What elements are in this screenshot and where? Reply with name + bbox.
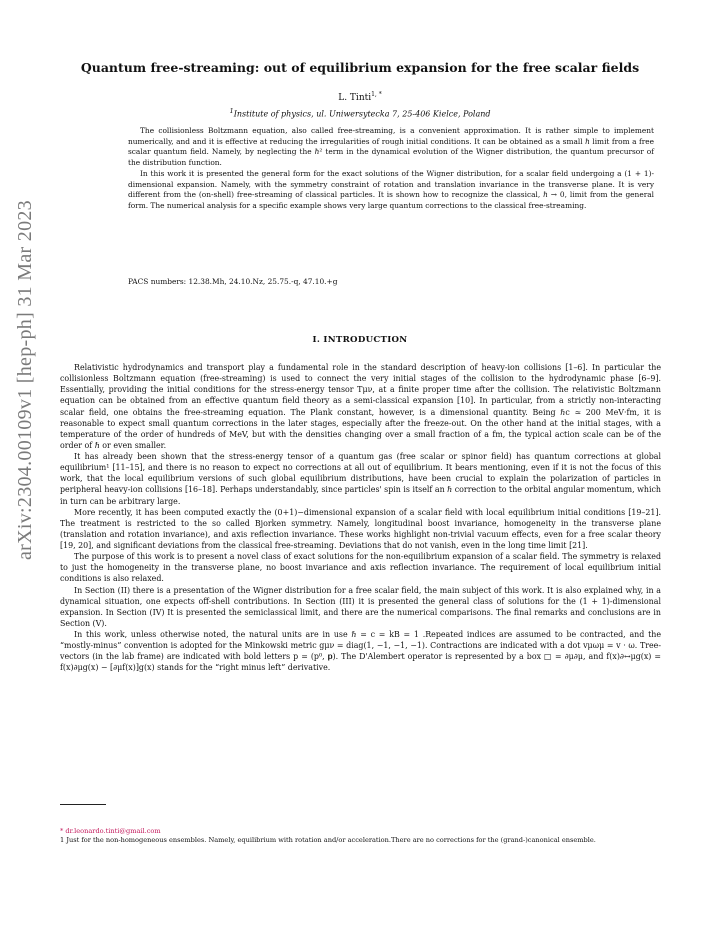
body-paragraph: In Section (II) there is a presentation of the Wigner distribution for a free scalar field, the main subject of this work. It is also explained why, in a dynamical situation, one expects off-shell contributions. In Section (III) it is presented the general class of solutions for the (1 + 1)-dimensional expansion. In Section (IV) It is presented the semiclassical limit, and there are the numerical comparisons. The final remarks and conclusions are in Section (V). <box>60 585 661 628</box>
author-marks: 1, * <box>371 91 382 98</box>
affiliation-mark: 1 <box>229 107 234 115</box>
author-name: L. Tinti <box>338 93 372 103</box>
body-paragraph: Relativistic hydrodynamics and transport play a fundamental role in the standard description of heavy-ion collisions [1–6]. In particular the collisionless Boltzmann equation (free-streaming) is used to connect the very initial stages of the collision to the hydrodynamic phase [6–9]. Essentially, providing the initial conditions for the stress-energy tensor Tμν, at a finite proper time after the collision. The relativistic Boltzmann equation can be obtained from an effective quantum field theory as a semi-classical expansion [10]. In particular, from a strictly non-interacting scalar field, one obtains the free-streaming equation. The Plank constant, however, is a dimensional quantity. Being ℏc ≃ 200 MeV·fm, it is reasonable to expect small quantum corrections in the later stages, especially after the freeze-out. On the other hand at the initial stages, with a temperature of the order of hundreds of MeV, but with the densities changing over a small fraction of a fm, the typical action scale can be of the order of ℏ or even smaller. <box>60 363 661 450</box>
abstract-paragraph: The collisionless Boltzmann equation, also called free-streaming, is a convenient approximation. It is rather simple to implement numerically, and and it is effective at reducing the irregularities of rough initial conditions. It can be obtained as a small ℏ limit from a free scalar quantum field. Namely, by neglecting the ℏ² term in the dynamical evolution of the Wigner distribution, the quantum precursor of the distribution function. <box>128 126 654 168</box>
footnotes <box>60 827 661 845</box>
body-paragraph: More recently, it has been computed exactly the (0+1)−dimensional expansion of a scalar field with local equilibrium initial conditions [19–21]. The treatment is restricted to the so called Bjorken symmetry. Namely, longitudinal boost invariance, homogeneity in the transverse plane (translation and rotation invariance), and axis reflection invariance. These works highlight non-trivial vacuum effects, even for a free scalar theory [19, 20], and significant deviations from the classical free-streaming. Deviations that do not vanish, even in the long time limit [21]. <box>60 507 661 550</box>
arxiv-id: arXiv:2304.00109v1 [hep-ph] 31 Mar 2023 <box>14 200 36 560</box>
introduction-body <box>60 362 661 674</box>
footnote-email <box>60 827 661 836</box>
footnote-text: Just for the non-homogeneous ensembles. Namely, equilibrium with rotation and/or acceleration.There are no corrections for the (grand-)canonical ensemble. <box>66 835 596 844</box>
footnote-mark: * <box>60 827 64 835</box>
body-paragraph: It has already been shown that the stress-energy tensor of a quantum gas (free scalar or spinor field) has quantum corrections at global equilibrium¹ [11–15], and there is no reason to expect no corrections at all out of equilibrium. It bears mentioning, even if it is not the focus of this work, that the local equilibrium versions of such global equilibrium distributions, have been crucial to explain the polarization of particles in peripheral heavy-ion collisions [16–18]. Perhaps understandably, since particles' spin is itself an ℏ correction to the orbital angular momentum, which in turn can be arbitrary large. <box>60 452 661 506</box>
affiliation: Institute of physics, ul. Uniwersytecka 7, 25-406 Kielce, Poland <box>233 109 491 119</box>
section-heading: I. INTRODUCTION <box>312 335 408 345</box>
body-paragraph: In this work, unless otherwise noted, the natural units are in use ℏ = c = kB = 1 .Repeated indices are assumed to be contracted, and the “mostly-minus” convention is adopted for the Minkowski metric gμν = diag(1, −1, −1, −1). Contractions are indicated with a dot vμωμ = v · ω. Tree-vectors (in the lab frame) are indicated with bold letters p = (p⁰, 𝐩). The D'Alembert operator is represented by a box □ = ∂μ∂μ, and f(x)∂↔μg(x) = f(x)∂μg(x) − [∂μf(x)]g(x) stands for the “right minus left” derivative. <box>60 630 661 673</box>
pacs-numbers: PACS numbers: 12.38.Mh, 24.10.Nz, 25.75.-q, 47.10.+g <box>128 277 338 286</box>
abstract <box>128 126 654 212</box>
abstract-paragraph: In this work it is presented the general form for the exact solutions of the Wigner distribution, for a scalar field undergoing a (1 + 1)-dimensional expansion. Namely, with the symmetry constraint of rotation and translation invariance in the transverse plane. It is very different from the (on-shell) free-streaming of classical particles. It is shown how to recognize the classical, ℏ → 0, limit from the general form. The numerical analysis for a specific example shows very large quantum corrections to the classical free-streaming. <box>128 168 654 210</box>
body-paragraph: The purpose of this work is to present a novel class of exact solutions for the non-equilibrium expansion of a scalar field. The symmetry is relaxed to just the homogeneity in the transverse plane, no boost invariance and axis reflection invariance. The requirement of local equilibrium initial conditions is also relaxed. <box>60 552 661 584</box>
footnote-rule <box>60 804 106 805</box>
author-line <box>60 91 660 103</box>
email-link[interactable]: dr.leonardo.tinti@gmail.com <box>65 827 161 835</box>
footnote-1 <box>60 836 661 845</box>
affiliation-line <box>60 107 660 119</box>
footnote-mark: 1 <box>60 835 65 844</box>
paper-title: Quantum free-streaming: out of equilibrium expansion for the free scalar fields <box>80 60 640 75</box>
